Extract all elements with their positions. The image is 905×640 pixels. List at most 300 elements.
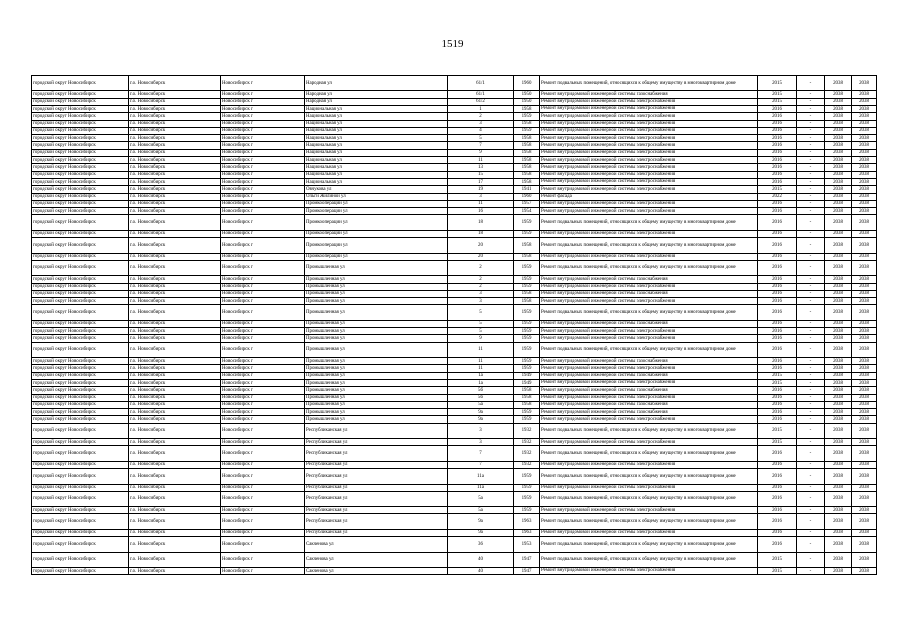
cell-city: Новосибирск г: [221, 127, 305, 134]
cell-settlement: г.о. Новосибирск: [129, 178, 221, 185]
cell-city: Новосибирск г: [221, 552, 305, 567]
cell-y3: 2038: [852, 379, 877, 386]
cell-work: Ремонт внутридомовой инженерной системы электроснабжения: [540, 328, 758, 335]
cell-year: 1959: [514, 335, 540, 342]
cell-region: городской округ Новосибирск: [32, 552, 129, 567]
cell-year: 1958: [514, 178, 540, 185]
cell-city: Новосибирск г: [221, 76, 305, 91]
cell-settlement: г.о. Новосибирск: [129, 91, 221, 98]
cell-work: Ремонт подвальных помещений, относящихся к общему имуществу в многоквартирном доме: [540, 76, 758, 91]
cell-city: Новосибирск г: [221, 507, 305, 514]
cell-y2: 2038: [825, 328, 852, 335]
cell-year: 1959: [514, 342, 540, 357]
cell-region: городской округ Новосибирск: [32, 276, 129, 283]
cell-y3: 2038: [852, 416, 877, 423]
cell-region: городской округ Новосибирск: [32, 387, 129, 394]
cell-mid: -: [797, 552, 825, 567]
cell-street: Промышленная ул: [305, 335, 448, 342]
cell-house: 1а: [448, 372, 514, 379]
table-row: [32, 98, 877, 105]
cell-region: городской округ Новосибирск: [32, 507, 129, 514]
cell-city: Новосибирск г: [221, 379, 305, 386]
cell-y2: 2038: [825, 446, 852, 461]
table-row: [32, 491, 877, 506]
cell-house: 3: [448, 298, 514, 305]
table-row: [32, 484, 877, 491]
cell-region: городской округ Новосибирск: [32, 260, 129, 275]
cell-city: Новосибирск г: [221, 178, 305, 185]
cell-street: Национальная ул: [305, 171, 448, 178]
cell-year: 1959: [514, 230, 540, 237]
cell-street: Промышленная ул: [305, 416, 448, 423]
cell-y1: 2016: [758, 537, 797, 552]
cell-settlement: г.о. Новосибирск: [129, 439, 221, 446]
cell-city: Новосибирск г: [221, 105, 305, 112]
cell-city: Новосибирск г: [221, 423, 305, 438]
cell-year: 1958: [514, 394, 540, 401]
cell-region: городской округ Новосибирск: [32, 469, 129, 484]
cell-y2: 2038: [825, 305, 852, 320]
cell-year: 1958: [514, 135, 540, 142]
cell-city: Новосибирск г: [221, 290, 305, 297]
table-row: [32, 142, 877, 149]
cell-region: городской округ Новосибирск: [32, 379, 129, 386]
cell-city: Новосибирск г: [221, 164, 305, 171]
cell-house: 1: [448, 105, 514, 112]
cell-region: городской округ Новосибирск: [32, 320, 129, 327]
cell-street: Ольги Жилиной ул: [305, 193, 448, 200]
cell-y3: 2038: [852, 387, 877, 394]
cell-settlement: г.о. Новосибирск: [129, 446, 221, 461]
cell-street: Сакченова ул: [305, 567, 448, 574]
cell-settlement: г.о. Новосибирск: [129, 342, 221, 357]
cell-house: 9а: [448, 409, 514, 416]
cell-house: 2: [448, 260, 514, 275]
cell-region: городской округ Новосибирск: [32, 365, 129, 372]
cell-work: Ремонт внутридомовой инженерной системы электроснабжения: [540, 113, 758, 120]
cell-street: Республиканская ул: [305, 461, 448, 468]
cell-y1: 2016: [758, 335, 797, 342]
cell-city: Новосибирск г: [221, 276, 305, 283]
cell-y1: 2015: [758, 98, 797, 105]
cell-street: Республиканская ул: [305, 469, 448, 484]
table-row: [32, 305, 877, 320]
cell-house: 61/1: [448, 91, 514, 98]
cell-work: Ремонт внутридомовой инженерной системы электроснабжения: [540, 149, 758, 156]
cell-year: 1959: [514, 507, 540, 514]
cell-mid: -: [797, 142, 825, 149]
cell-region: городской округ Новосибирск: [32, 537, 129, 552]
cell-street: Республиканская ул: [305, 529, 448, 536]
table-body: [32, 76, 877, 575]
cell-y1: 2016: [758, 416, 797, 423]
table-row: [32, 193, 877, 200]
cell-y1: 2015: [758, 567, 797, 574]
cell-y3: 2038: [852, 290, 877, 297]
cell-y2: 2038: [825, 91, 852, 98]
cell-settlement: г.о. Новосибирск: [129, 215, 221, 230]
cell-year: 1958: [514, 157, 540, 164]
cell-region: городской округ Новосибирск: [32, 372, 129, 379]
cell-y2: 2038: [825, 113, 852, 120]
cell-city: Новосибирск г: [221, 567, 305, 574]
cell-mid: -: [797, 335, 825, 342]
cell-y2: 2038: [825, 484, 852, 491]
cell-street: Промышленная ул: [305, 401, 448, 408]
cell-city: Новосибирск г: [221, 372, 305, 379]
cell-settlement: г.о. Новосибирск: [129, 208, 221, 215]
cell-house: 5а: [448, 401, 514, 408]
cell-y3: 2038: [852, 230, 877, 237]
cell-street: Промкооперации ул: [305, 238, 448, 253]
cell-house: 3: [448, 290, 514, 297]
cell-mid: -: [797, 567, 825, 574]
cell-y2: 2038: [825, 76, 852, 91]
cell-region: городской округ Новосибирск: [32, 149, 129, 156]
cell-house: 2: [448, 276, 514, 283]
cell-street: Сакченова ул: [305, 537, 448, 552]
table-row: [32, 260, 877, 275]
cell-mid: -: [797, 215, 825, 230]
cell-y2: 2038: [825, 98, 852, 105]
cell-region: городской округ Новосибирск: [32, 178, 129, 185]
cell-street: Промышленная ул: [305, 409, 448, 416]
cell-y3: 2038: [852, 335, 877, 342]
cell-year: 1958: [514, 105, 540, 112]
cell-work: Ремонт подвальных помещений, относящихся к общему имуществу в многоквартирном доме: [540, 552, 758, 567]
cell-y3: 2038: [852, 238, 877, 253]
cell-year: 1932: [514, 446, 540, 461]
cell-year: 1932: [514, 423, 540, 438]
cell-y2: 2038: [825, 320, 852, 327]
cell-year: 1959: [514, 283, 540, 290]
cell-year: 1958: [514, 401, 540, 408]
cell-region: городской округ Новосибирск: [32, 567, 129, 574]
cell-work: Ремонт подвальных помещений, относящихся к общему имуществу в многоквартирном доме: [540, 260, 758, 275]
cell-city: Новосибирск г: [221, 230, 305, 237]
cell-y2: 2038: [825, 423, 852, 438]
cell-y2: 2038: [825, 142, 852, 149]
cell-mid: -: [797, 423, 825, 438]
cell-year: 1959: [514, 491, 540, 506]
cell-region: городской округ Новосибирск: [32, 142, 129, 149]
table-row: [32, 200, 877, 207]
cell-house: 5б: [448, 394, 514, 401]
cell-house: 5б: [448, 387, 514, 394]
cell-y2: 2038: [825, 208, 852, 215]
cell-region: городской округ Новосибирск: [32, 290, 129, 297]
cell-work: Ремонт подвальных помещений, относящихся к общему имуществу в многоквартирном доме: [540, 305, 758, 320]
cell-house: 3: [448, 193, 514, 200]
cell-house: 7: [448, 461, 514, 468]
cell-y1: 2016: [758, 446, 797, 461]
cell-y3: 2038: [852, 552, 877, 567]
cell-y2: 2038: [825, 335, 852, 342]
cell-y1: 2016: [758, 409, 797, 416]
cell-work: Ремонт внутридомовой инженерной системы электроснабжения: [540, 484, 758, 491]
cell-street: Национальная ул: [305, 127, 448, 134]
cell-y3: 2038: [852, 157, 877, 164]
cell-city: Новосибирск г: [221, 142, 305, 149]
cell-y2: 2038: [825, 358, 852, 365]
table-row: [32, 91, 877, 98]
table-row: [32, 401, 877, 408]
cell-street: Республиканская ул: [305, 507, 448, 514]
cell-settlement: г.о. Новосибирск: [129, 105, 221, 112]
cell-house: 18: [448, 230, 514, 237]
cell-settlement: г.о. Новосибирск: [129, 186, 221, 193]
cell-street: Промышленная ул: [305, 320, 448, 327]
cell-house: 9а: [448, 529, 514, 536]
table-row: [32, 529, 877, 536]
cell-city: Новосибирск г: [221, 446, 305, 461]
cell-work: Ремонт подвальных помещений, относящихся к общему имуществу в многоквартирном доме: [540, 423, 758, 438]
cell-y1: 2016: [758, 401, 797, 408]
cell-settlement: г.о. Новосибирск: [129, 365, 221, 372]
cell-region: городской округ Новосибирск: [32, 135, 129, 142]
cell-house: 7: [448, 446, 514, 461]
cell-city: Новосибирск г: [221, 120, 305, 127]
table-row: [32, 552, 877, 567]
table-row: [32, 230, 877, 237]
cell-region: городской округ Новосибирск: [32, 171, 129, 178]
cell-year: 1947: [514, 567, 540, 574]
cell-city: Новосибирск г: [221, 529, 305, 536]
cell-house: 40: [448, 567, 514, 574]
cell-work: Ремонт внутридомовой инженерной системы электроснабжения: [540, 394, 758, 401]
cell-street: Национальная ул: [305, 105, 448, 112]
cell-year: 1949: [514, 379, 540, 386]
cell-mid: -: [797, 260, 825, 275]
cell-city: Новосибирск г: [221, 461, 305, 468]
cell-y1: 2016: [758, 178, 797, 185]
cell-y2: 2038: [825, 409, 852, 416]
cell-mid: -: [797, 298, 825, 305]
cell-mid: -: [797, 491, 825, 506]
cell-street: Промкооперации ул: [305, 200, 448, 207]
cell-year: 1932: [514, 461, 540, 468]
cell-street: Промкооперации ул: [305, 253, 448, 260]
cell-street: Промышленная ул: [305, 379, 448, 386]
cell-street: Национальная ул: [305, 164, 448, 171]
cell-work: Ремонт подвальных помещений, относящихся к общему имуществу в многоквартирном доме: [540, 514, 758, 529]
cell-region: городской округ Новосибирск: [32, 401, 129, 408]
cell-mid: -: [797, 328, 825, 335]
cell-house: 3: [448, 120, 514, 127]
cell-street: Овчукова ул: [305, 186, 448, 193]
cell-year: 1958: [514, 142, 540, 149]
cell-y2: 2038: [825, 120, 852, 127]
cell-y1: 2016: [758, 514, 797, 529]
cell-work: Ремонт внутридомовой инженерной системы электроснабжения: [540, 98, 758, 105]
cell-y3: 2038: [852, 491, 877, 506]
cell-y2: 2038: [825, 164, 852, 171]
cell-y1: 2016: [758, 127, 797, 134]
cell-y3: 2038: [852, 120, 877, 127]
cell-y3: 2038: [852, 469, 877, 484]
cell-y1: 2016: [758, 171, 797, 178]
cell-work: Ремонт внутридомовой инженерной системы электроснабжения: [540, 529, 758, 536]
cell-y2: 2038: [825, 394, 852, 401]
cell-y2: 2038: [825, 439, 852, 446]
cell-city: Новосибирск г: [221, 238, 305, 253]
cell-y2: 2038: [825, 253, 852, 260]
cell-street: Республиканская ул: [305, 423, 448, 438]
cell-work: Ремонт внутридомовой инженерной системы газоснабжения: [540, 409, 758, 416]
cell-region: городской округ Новосибирск: [32, 186, 129, 193]
cell-mid: -: [797, 283, 825, 290]
cell-y1: 2016: [758, 290, 797, 297]
cell-y2: 2038: [825, 552, 852, 567]
cell-settlement: г.о. Новосибирск: [129, 164, 221, 171]
cell-city: Новосибирск г: [221, 98, 305, 105]
cell-mid: -: [797, 230, 825, 237]
cell-y1: 2015: [758, 372, 797, 379]
cell-house: 36: [448, 537, 514, 552]
cell-mid: -: [797, 305, 825, 320]
table-row: [32, 394, 877, 401]
cell-work: Ремонт внутридомовой инженерной системы электроснабжения: [540, 120, 758, 127]
cell-street: Промышленная ул: [305, 298, 448, 305]
cell-y2: 2038: [825, 290, 852, 297]
cell-y1: 2015: [758, 91, 797, 98]
cell-y3: 2038: [852, 76, 877, 91]
cell-street: Промкооперации ул: [305, 208, 448, 215]
table-row: [32, 342, 877, 357]
cell-region: городской округ Новосибирск: [32, 91, 129, 98]
cell-year: 1958: [514, 171, 540, 178]
cell-street: Промышленная ул: [305, 394, 448, 401]
cell-y3: 2038: [852, 320, 877, 327]
cell-y3: 2038: [852, 193, 877, 200]
cell-mid: -: [797, 394, 825, 401]
cell-work: Ремонт внутридомовой инженерной системы электроснабжения: [540, 171, 758, 178]
table-row: [32, 290, 877, 297]
cell-y1: 2016: [758, 491, 797, 506]
cell-y3: 2038: [852, 215, 877, 230]
table-row: [32, 365, 877, 372]
cell-settlement: г.о. Новосибирск: [129, 328, 221, 335]
cell-settlement: г.о. Новосибирск: [129, 135, 221, 142]
cell-city: Новосибирск г: [221, 342, 305, 357]
cell-mid: -: [797, 238, 825, 253]
cell-y2: 2038: [825, 200, 852, 207]
cell-city: Новосибирск г: [221, 208, 305, 215]
cell-mid: -: [797, 387, 825, 394]
cell-settlement: г.о. Новосибирск: [129, 142, 221, 149]
cell-year: 1950: [514, 91, 540, 98]
cell-mid: -: [797, 135, 825, 142]
cell-house: 5: [448, 305, 514, 320]
cell-settlement: г.о. Новосибирск: [129, 529, 221, 536]
cell-mid: -: [797, 446, 825, 461]
cell-house: 19: [448, 186, 514, 193]
cell-street: Народная ул: [305, 98, 448, 105]
cell-street: Промкооперации ул: [305, 215, 448, 230]
cell-mid: -: [797, 409, 825, 416]
cell-settlement: г.о. Новосибирск: [129, 113, 221, 120]
cell-city: Новосибирск г: [221, 537, 305, 552]
cell-y3: 2038: [852, 328, 877, 335]
cell-region: городской округ Новосибирск: [32, 529, 129, 536]
cell-mid: -: [797, 149, 825, 156]
cell-settlement: г.о. Новосибирск: [129, 484, 221, 491]
cell-y3: 2038: [852, 423, 877, 438]
cell-street: Промкооперации ул: [305, 230, 448, 237]
cell-settlement: г.о. Новосибирск: [129, 537, 221, 552]
cell-mid: -: [797, 200, 825, 207]
table-row: [32, 416, 877, 423]
cell-work: Ремонт внутридомовой инженерной системы электроснабжения: [540, 416, 758, 423]
table-row: [32, 276, 877, 283]
cell-region: городской округ Новосибирск: [32, 164, 129, 171]
cell-year: 1949: [514, 372, 540, 379]
cell-y2: 2038: [825, 379, 852, 386]
cell-y2: 2038: [825, 507, 852, 514]
cell-year: 1953: [514, 537, 540, 552]
cell-y2: 2038: [825, 105, 852, 112]
cell-house: 3: [448, 423, 514, 438]
cell-house: 20: [448, 238, 514, 253]
cell-y3: 2038: [852, 365, 877, 372]
cell-y2: 2038: [825, 537, 852, 552]
cell-settlement: г.о. Новосибирск: [129, 253, 221, 260]
cell-work: Ремонт внутридомовой инженерной системы электроснабжения: [540, 127, 758, 134]
cell-mid: -: [797, 507, 825, 514]
cell-city: Новосибирск г: [221, 439, 305, 446]
cell-y2: 2038: [825, 298, 852, 305]
cell-house: 9а: [448, 514, 514, 529]
cell-year: 1954: [514, 208, 540, 215]
cell-work: Ремонт внутридомовой инженерной системы электроснабжения: [540, 164, 758, 171]
cell-city: Новосибирск г: [221, 253, 305, 260]
cell-mid: -: [797, 401, 825, 408]
cell-mid: -: [797, 105, 825, 112]
cell-house: 1а: [448, 379, 514, 386]
cell-y2: 2038: [825, 135, 852, 142]
cell-region: городской округ Новосибирск: [32, 514, 129, 529]
cell-settlement: г.о. Новосибирск: [129, 491, 221, 506]
cell-year: 1950: [514, 98, 540, 105]
cell-work: Ремонт внутридомовой инженерной системы газоснабжения: [540, 401, 758, 408]
cell-y3: 2038: [852, 178, 877, 185]
cell-region: городской округ Новосибирск: [32, 423, 129, 438]
cell-y1: 2015: [758, 423, 797, 438]
cell-mid: -: [797, 372, 825, 379]
table-row: [32, 186, 877, 193]
cell-year: 1958: [514, 164, 540, 171]
cell-y3: 2038: [852, 446, 877, 461]
cell-y3: 2038: [852, 135, 877, 142]
cell-region: городской округ Новосибирск: [32, 193, 129, 200]
cell-y1: 2015: [758, 439, 797, 446]
cell-year: 1959: [514, 276, 540, 283]
cell-street: Республиканская ул: [305, 484, 448, 491]
cell-region: городской округ Новосибирск: [32, 491, 129, 506]
cell-mid: -: [797, 178, 825, 185]
cell-region: городской округ Новосибирск: [32, 283, 129, 290]
cell-y2: 2038: [825, 401, 852, 408]
cell-house: 5: [448, 320, 514, 327]
cell-work: Ремонт внутридомовой инженерной системы газоснабжения: [540, 290, 758, 297]
cell-work: Ремонт внутридомовой инженерной системы электроснабжения: [540, 253, 758, 260]
cell-region: городской округ Новосибирск: [32, 76, 129, 91]
cell-mid: -: [797, 120, 825, 127]
cell-y1: 2016: [758, 387, 797, 394]
cell-settlement: г.о. Новосибирск: [129, 193, 221, 200]
cell-region: городской округ Новосибирск: [32, 157, 129, 164]
cell-settlement: г.о. Новосибирск: [129, 76, 221, 91]
